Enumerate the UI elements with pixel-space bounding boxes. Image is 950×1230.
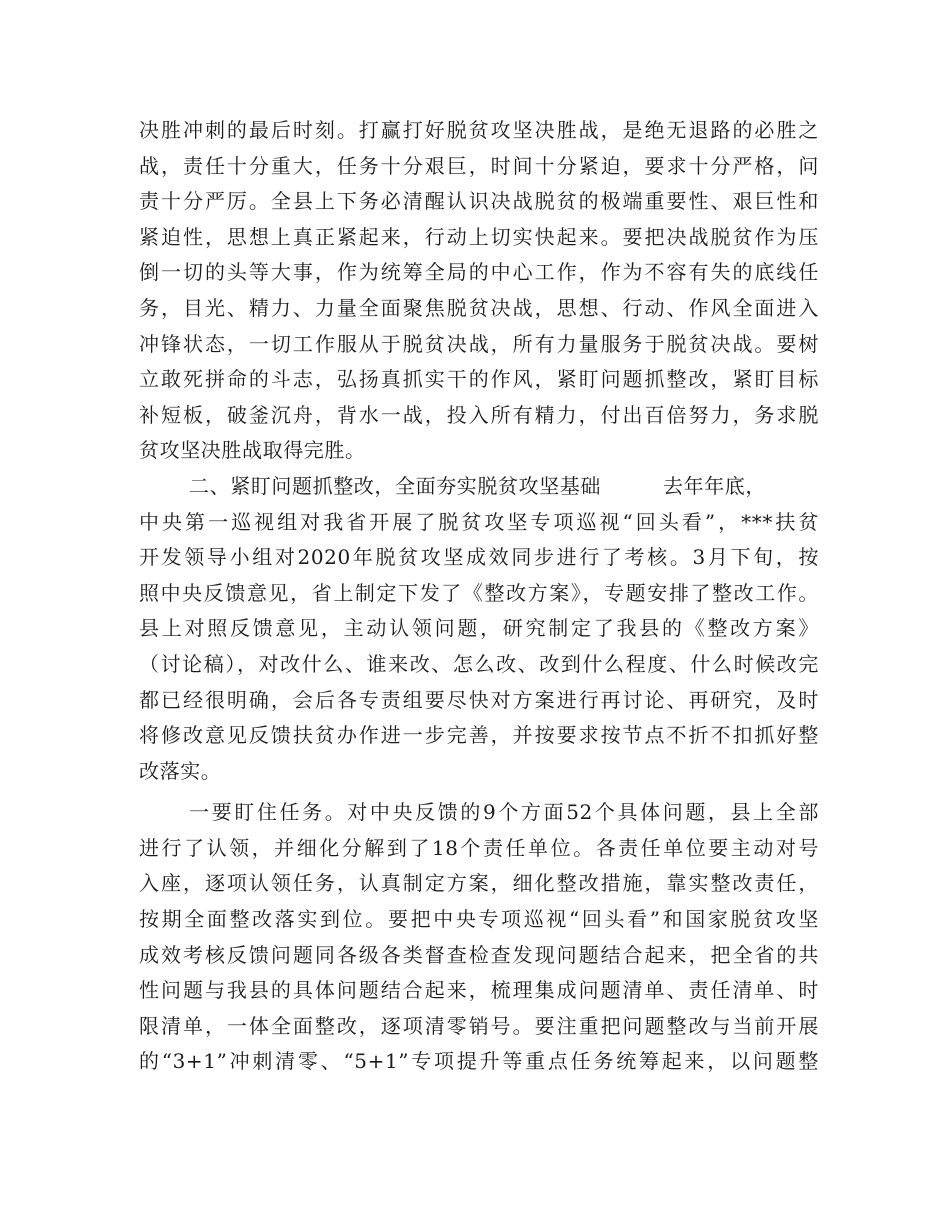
text-line: 务，目光、精力、力量全面聚焦脱贫决战，思想、行动、作风全面进入 <box>139 295 819 320</box>
text-line: 紧迫性，思想上真正紧起来，行动上切实快起来。要把决战脱贫作为压 <box>139 224 819 249</box>
text-line: 立敢死拼命的斗志，弘扬真抓实干的作风，紧盯问题抓整改，紧盯目标 <box>139 367 819 392</box>
paragraph-1 <box>139 113 819 469</box>
text-line: 性问题与我县的具体问题结合起来，梳理集成问题清单、责任清单、时 <box>139 978 819 1003</box>
document-body <box>139 113 819 1080</box>
text-line: 开发领导小组对2020年脱贫攻坚成效同步进行了考核。3月下旬，按 <box>139 545 819 570</box>
text-line: 一要盯住任务。对中央反馈的9个方面52个具体问题，县上全部 <box>189 800 819 825</box>
text-line: 将修改意见反馈扶贫办作进一步完善，并按要求按节点不折不扣抓好整 <box>139 723 819 748</box>
section-heading: 二、紧盯问题抓整改，全面夯实脱贫攻坚基础 <box>189 473 601 498</box>
text-line: 战，责任十分重大，任务十分艰巨，时间十分紧迫，要求十分严格，问 <box>139 153 819 178</box>
text-line: 贫攻坚决胜战取得完胜。 <box>139 438 366 463</box>
text-line: 的“3+1”冲刺清零、“5+1”专项提升等重点任务统筹起来，以问题整 <box>139 1049 819 1074</box>
text-line: 县上对照反馈意见，主动认领问题，研究制定了我县的《整改方案》 <box>139 616 819 641</box>
text-line: 按期全面整改落实到位。要把中央专项巡视“回头看”和国家脱贫攻坚 <box>139 907 819 932</box>
heading-line-continuation: 去年年底， <box>663 473 766 498</box>
section-heading-line <box>139 469 819 505</box>
text-line: 照中央反馈意见，省上制定下发了《整改方案》，专题安排了整改工作。 <box>139 580 819 605</box>
text-line: 入座，逐项认领任务，认真制定方案，细化整改措施，靠实整改责任， <box>139 871 819 896</box>
paragraph-3 <box>139 795 819 1080</box>
text-line: 中央第一巡视组对我省开展了脱贫攻坚专项巡视“回头看”，***扶贫 <box>139 509 819 534</box>
text-line: 限清单，一体全面整改，逐项清零销号。要注重把问题整改与当前开展 <box>139 1013 819 1038</box>
text-line: 进行了认领，并细化分解到了18个责任单位。各责任单位要主动对号 <box>139 835 819 860</box>
text-line: 决胜冲刺的最后时刻。打赢打好脱贫攻坚决胜战，是绝无退路的必胜之 <box>139 118 819 142</box>
text-line: 都已经很明确，会后各专责组要尽快对方案进行再讨论、再研究，及时 <box>139 687 819 712</box>
text-line: 倒一切的头等大事，作为统筹全局的中心工作，作为不容有失的底线任 <box>139 260 819 285</box>
text-line: 改落实。 <box>139 758 222 783</box>
text-line: （讨论稿），对改什么、谁来改、怎么改、改到什么程度、什么时候改完 <box>139 651 819 676</box>
paragraph-2 <box>139 469 819 789</box>
text-line: 冲锋状态，一切工作服从于脱贫决战，所有力量服务于脱贫决战。要树 <box>139 331 819 356</box>
text-line: 成效考核反馈问题同各级各类督查检查发现问题结合起来，把全省的共 <box>139 942 819 967</box>
text-line: 责十分严厉。全县上下务必清醒认识决战脱贫的极端重要性、艰巨性和 <box>139 189 819 214</box>
text-line: 补短板，破釜沉舟，背水一战，投入所有精力，付出百倍努力，务求脱 <box>139 402 819 427</box>
